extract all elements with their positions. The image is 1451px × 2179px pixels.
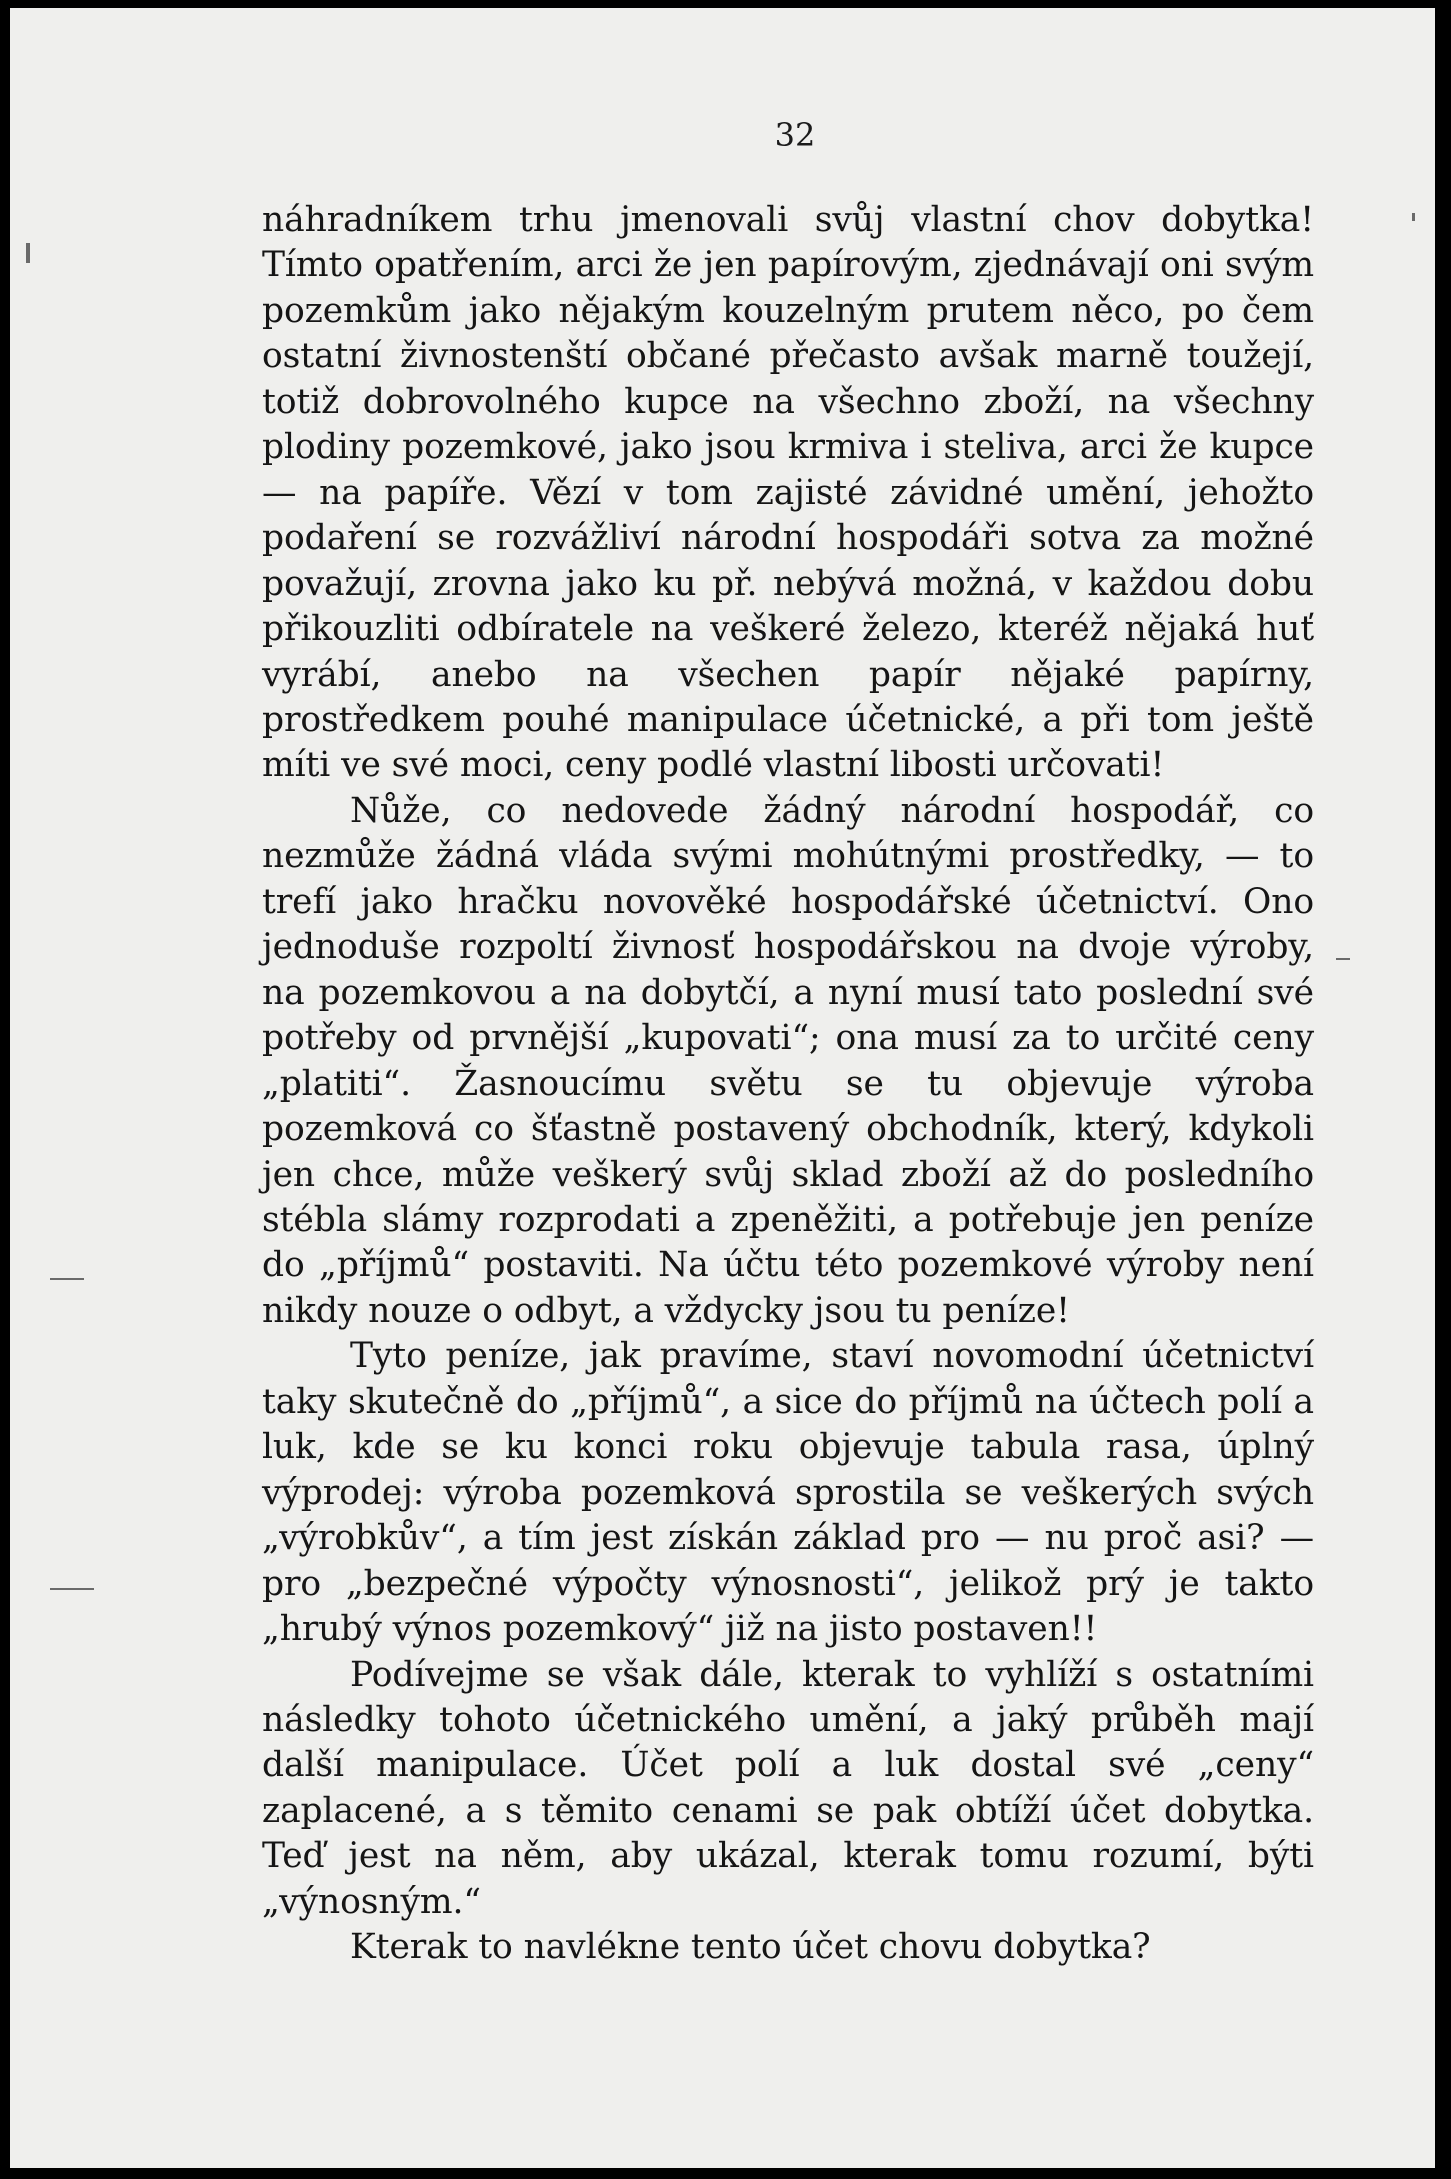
paragraph-1: náhradníkem trhu jmenovali svůj vlastní chov dobytka! Tímto opatřením, arci že jen papírovým, zjednávají oni svým pozemkům jako nějakým kouzelným prutem něco, po čem ostatní živnostenští občané přečasto avšak marně toužejí, totiž dobrovolného kupce na všechno zboží, na všechny plodiny pozemkové, jako jsou krmiva i steliva, arci že kupce — na papíře. Vězí v tom zajisté závidné umění, jehožto podaření se rozvážliví národní hospodáři sotva za možné považují, zrovna jako ku př. nebývá možná, v každou dobu přikouzliti odbíratele na veškeré železo, kteréž nějaká huť vyrábí, anebo na všechen papír nějaké papírny, prostředkem pouhé manipulace účetnické, a při tom ještě míti ve své moci, ceny podlé vlastní libosti určovati!: [262, 200, 1314, 786]
paragraph-4: Podívejme se však dále, kterak to vyhlíží s ostatními následky tohoto účetnického umění, a jaký průběh mají další manipulace. Účet polí a luk dostal své „ceny“ zaplacené, a s těmito cenami se pak obtíží účet dobytka. Teď jest na něm, aby ukázal, kterak tomu rozumí, býti „výnosným.“: [262, 1654, 1314, 1922]
margin-mark: [1336, 958, 1350, 960]
paragraph-2: Nůže, co nedovede žádný národní hospodář, co nezmůže žádná vláda svými mohútnými prostředky, — to trefí jako hračku novověké hospodářské účetnictví. Ono jednoduše rozpoltí živnosť hospodářskou na dvoje výroby, na pozemkovou a na dobytčí, a nyní musí tato poslední své potřeby od prvnější „kupovati“; ona musí za to určité ceny „platiti“. Žasnoucímu světu se tu objevuje výroba pozemková co šťastně postavený obchodník, který, kdykoli jen chce, může veškerý svůj sklad zboží až do posledního stébla slámy rozprodati a zpeněžiti, a potřebuje jen peníze do „příjmů“ postaviti. Na účtu této pozemkové výroby není nikdy nouze o odbyt, a vždycky jsou tu peníze!: [262, 790, 1314, 1331]
body-text: [262, 198, 1314, 1971]
margin-mark: [50, 1588, 94, 1590]
page-number: 32: [774, 116, 816, 154]
margin-mark: [1412, 213, 1415, 221]
paragraph-3: Tyto peníze, jak pravíme, staví novomodní účetnictví taky skutečně do „příjmů“, a sice do příjmů na účtech polí a luk, kde se ku konci roku objevuje tabula rasa, úplný výprodej: výroba pozemková sprostila se veškerých svých „výrobkův“, a tím jest získán základ pro — nu proč asi? — pro „bezpečné výpočty výnosnosti“, jelikož prý je takto „hrubý výnos pozemkový“ již na jisto postaven!!: [262, 1336, 1314, 1650]
margin-mark: [50, 1278, 84, 1280]
margin-mark: [26, 243, 30, 263]
book-page: [10, 8, 1435, 2168]
paragraph-5: Kterak to navlékne tento účet chovu dobytka?: [350, 1927, 1151, 1968]
